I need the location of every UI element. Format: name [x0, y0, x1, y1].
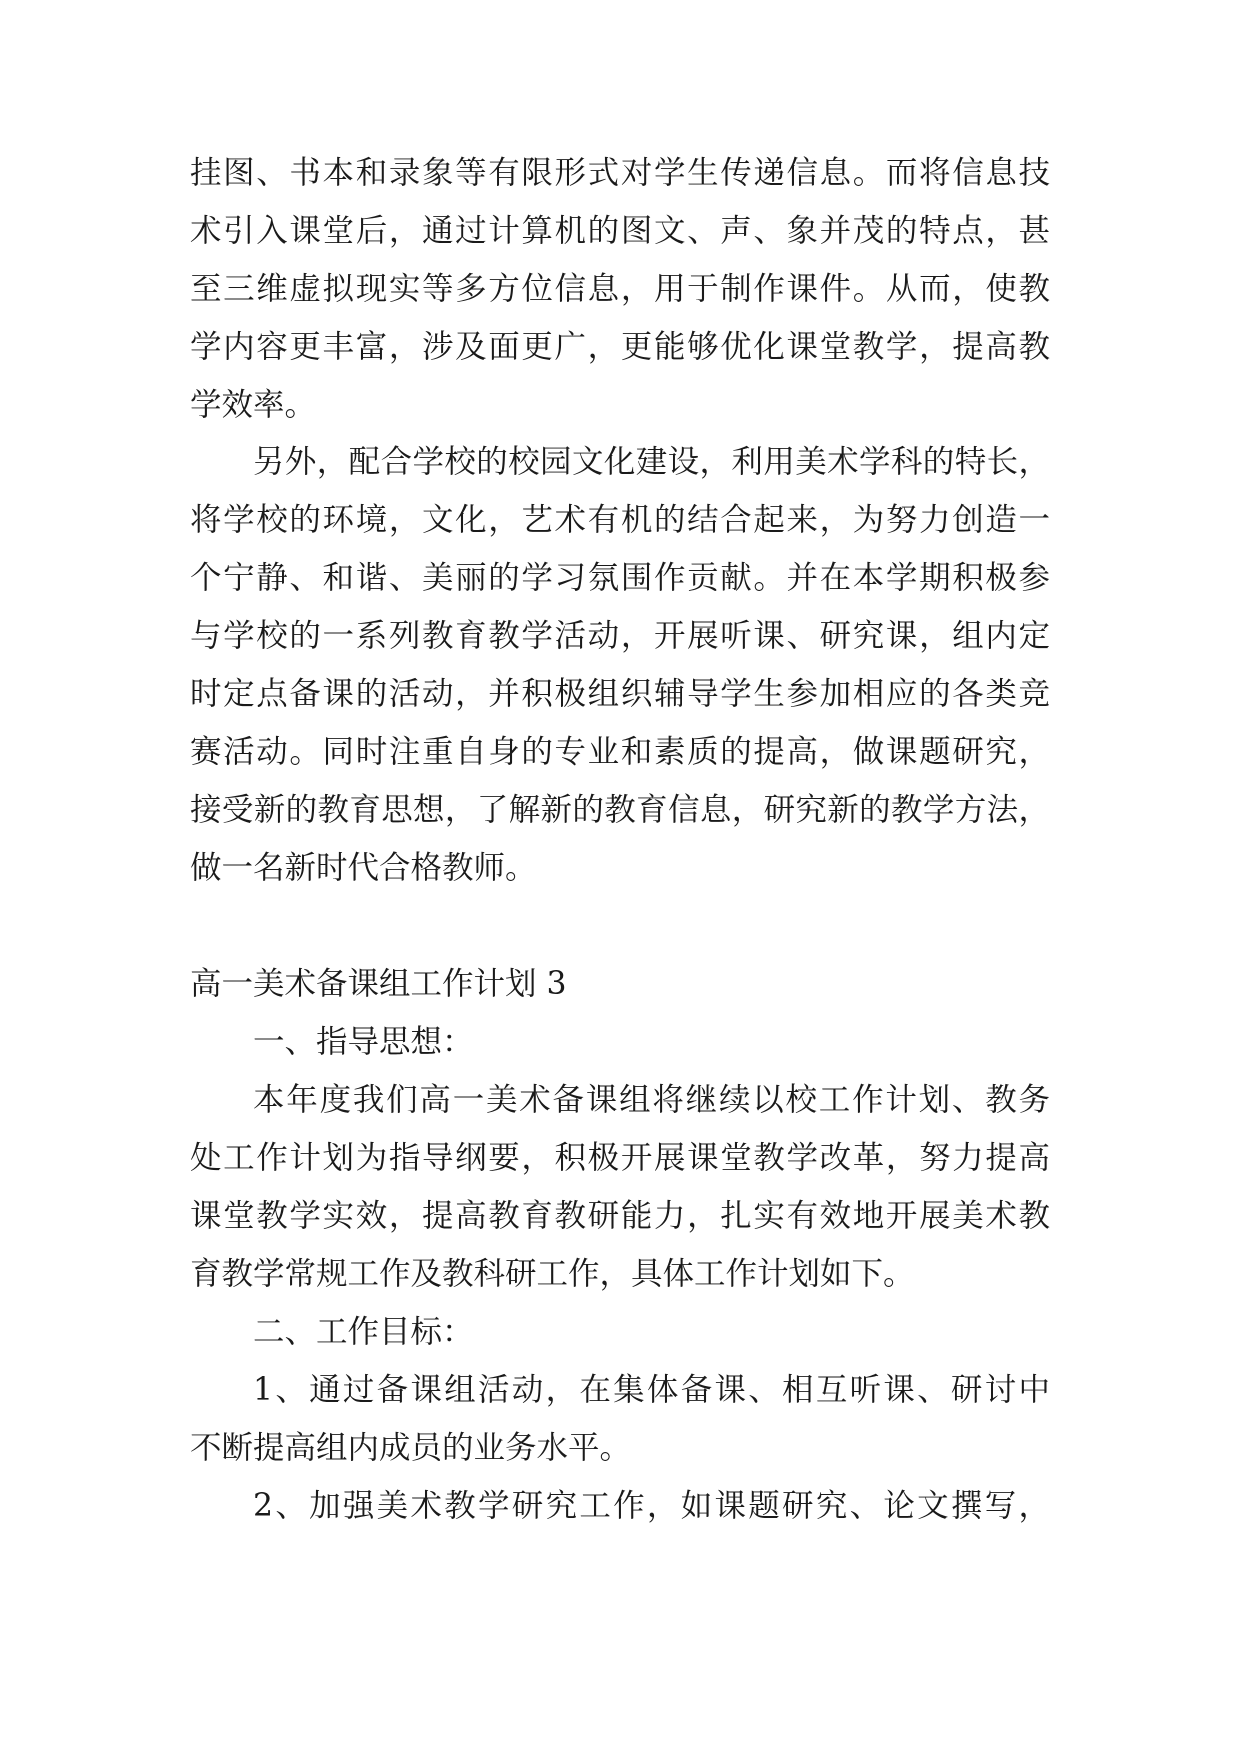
paragraph-line: 本年度我们高一美术备课组将继续以校工作计划、教务: [253, 1082, 1050, 1118]
paragraph-line: 至三维虚拟现实等多方位信息，用于制作课件。从而，使教: [190, 271, 1050, 307]
section-heading: 一、指导思想：: [253, 1024, 474, 1060]
paragraph-line: 课堂教学实效，提高教育教研能力，扎实有效地开展美术教: [190, 1198, 1050, 1234]
paragraph-line: 另外，配合学校的校园文化建设，利用美术学科的特长，: [253, 444, 1050, 480]
paragraph-line: 育教学常规工作及教科研工作，具体工作计划如下。: [190, 1256, 915, 1292]
paragraph-line: 时定点备课的活动，并积极组织辅导学生参加相应的各类竞: [190, 676, 1050, 712]
paragraph-line: 2、加强美术教学研究工作，如课题研究、论文撰写，: [253, 1488, 1050, 1524]
paragraph-line: 赛活动。同时注重自身的专业和素质的提高，做课题研究，: [190, 734, 1050, 770]
paragraph-line: 处工作计划为指导纲要，积极开展课堂教学改革，努力提高: [190, 1140, 1050, 1176]
paragraph-line: 将学校的环境，文化，艺术有机的结合起来，为努力创造一: [190, 502, 1050, 538]
section-title: 高一美术备课组工作计划 3: [190, 966, 567, 1002]
paragraph-line: 学内容更丰富，涉及面更广，更能够优化课堂教学，提高教: [190, 329, 1050, 365]
paragraph-line: 学效率。: [190, 387, 317, 423]
paragraph-line: 做一名新时代合格教师。: [190, 850, 537, 886]
paragraph-line: 接受新的教育思想，了解新的教育信息，研究新的教学方法，: [190, 792, 1050, 828]
section-heading: 二、工作目标：: [253, 1314, 474, 1350]
paragraph-line: 术引入课堂后，通过计算机的图文、声、象并茂的特点，甚: [190, 213, 1050, 249]
paragraph-line: 1、通过备课组活动，在集体备课、相互听课、研讨中: [253, 1372, 1050, 1408]
paragraph-line: 挂图、书本和录象等有限形式对学生传递信息。而将信息技: [190, 155, 1050, 191]
paragraph-line: 个宁静、和谐、美丽的学习氛围作贡献。并在本学期积极参: [190, 560, 1050, 596]
paragraph-line: 与学校的一系列教育教学活动，开展听课、研究课，组内定: [190, 618, 1050, 654]
paragraph-line: 不断提高组内成员的业务水平。: [190, 1430, 632, 1466]
